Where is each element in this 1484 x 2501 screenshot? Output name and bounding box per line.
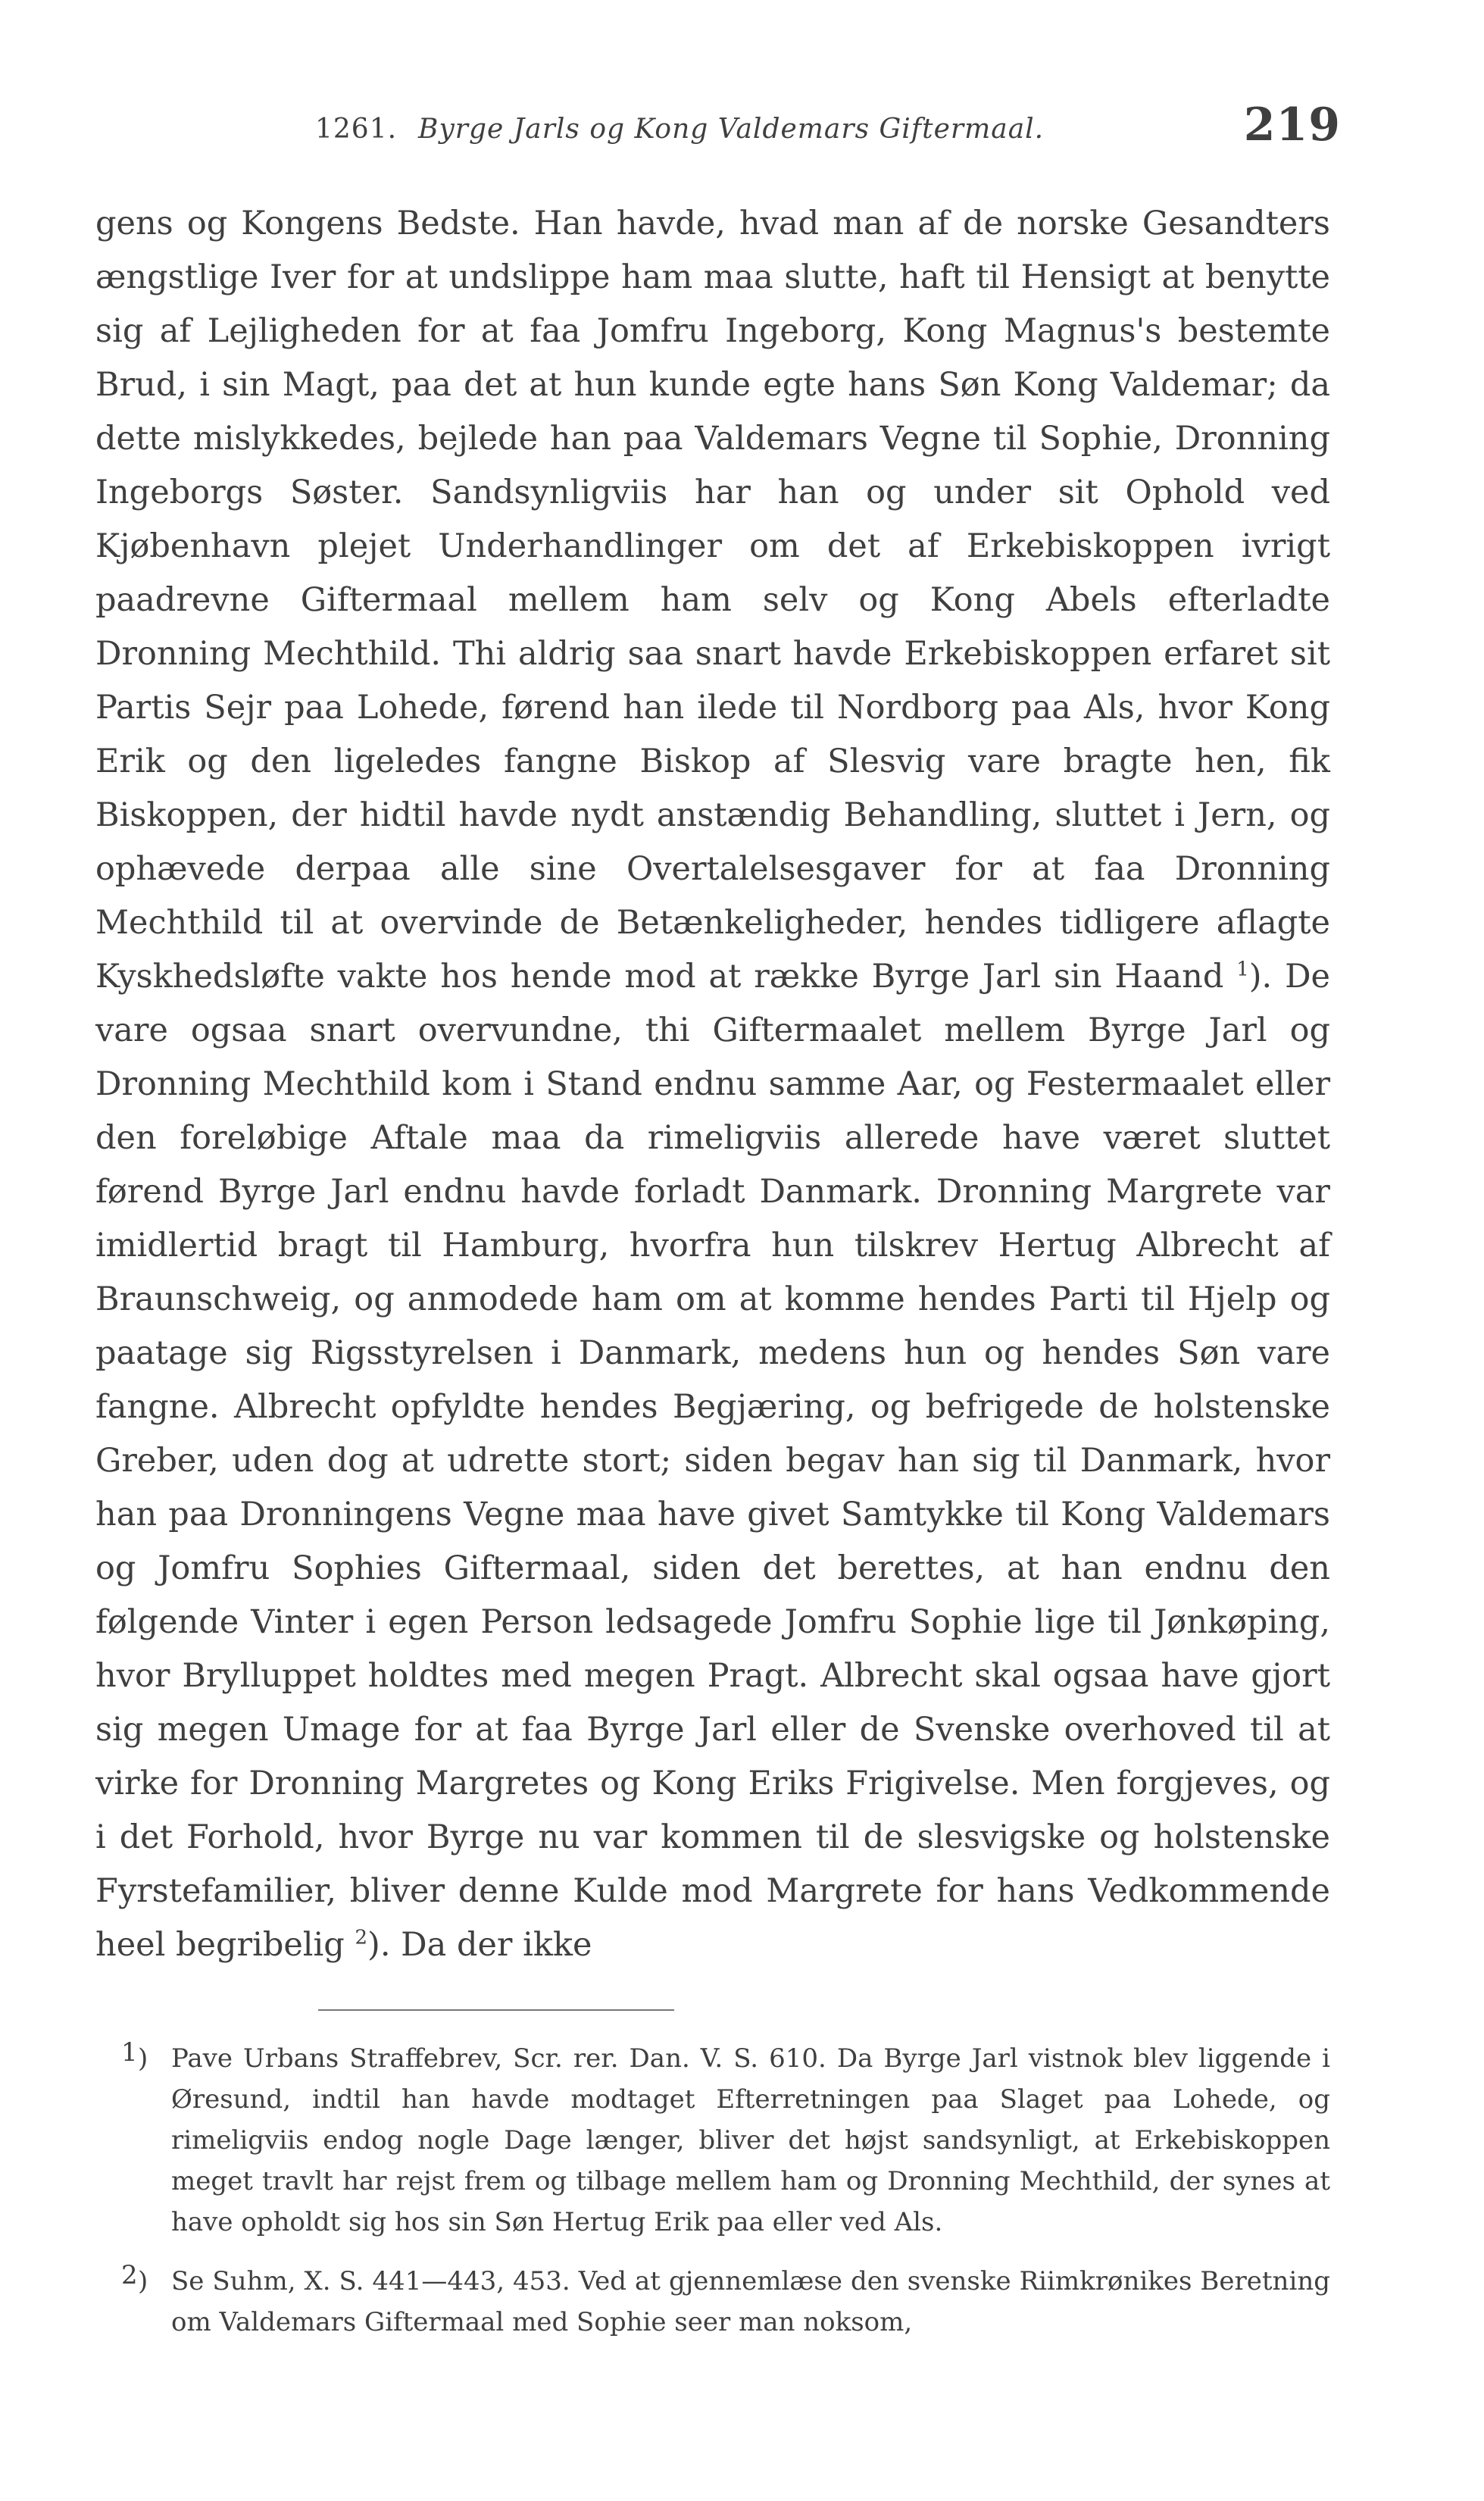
paragraph-text-continued: ). De vare ogsaa snart overvundne, thi Giftermaalet mellem Byrge Jarl og Dronning Mechthild kom i Stand endnu samme Aar, og Festermaalet eller den foreløbige Aftale maa da rimeligviis allerede have været sluttet førend Byrge Jarl endnu havde forladt Danmark. Dronning Margrete var imidlertid bragt til Hamburg, hvorfra hun tilskrev Hertug Albrecht af Braunschweig, og anmodede ham om at komme hendes Parti til Hjelp og paatage sig Rigsstyrelsen i Danmark, medens hun og hendes Søn vare fangne. Albrecht opfyldte hendes Begjæring, og befrigede de holstenske Greber, uden dog at udrette stort; siden begav han sig til Danmark, hvor han paa Dronningens Vegne maa have givet Samtykke til Kong Valdemars og Jomfru Sophies Giftermaal, siden det berettes, at han endnu den følgende Vinter i egen Person ledsagede Jomfru Sophie lige til Jønkøping, hvor Brylluppet holdtes med megen Pragt. Albrecht skal ogsaa have gjort sig megen Umage for at faa Byrge Jarl eller de Svenske overhoved til at virke for Dronning Margretes og Kong Eriks Frigivelse. Men forgjeves, og i det Forhold, hvor Byrge nu var kommen til de slesvigske og holstenske Fyrstefamilier, bliver denne Kulde mod Margrete for hans Vedkommende heel begribelig — [95, 958, 1330, 1964]
footnote-ref-2: 2 — [355, 1926, 368, 1949]
paragraph-text-end: ). Da der ikke — [367, 1926, 592, 1964]
page-number: 219 — [1243, 98, 1341, 152]
footnotes — [95, 2038, 1330, 2361]
paragraph-text: gens og Kongens Bedste. Han havde, hvad man af de norske Gesandters ængstlige Iver for at undslippe ham maa slutte, haft til Hensigt at benytte sig af Lejligheden for at faa Jomfru Ingeborg, Kong Magnus's bestemte Brud, i sin Magt, paa det at hun kunde egte hans Søn Kong Valdemar; da dette mislykkedes, bejlede han paa Valdemars Vegne til Sophie, Dronning Ingeborgs Søster. Sandsynligviis har han og under sit Ophold ved Kjøbenhavn plejet Underhandlinger om det af Erkebiskoppen ivrigt paadrevne Giftermaal mellem ham selv og Kong Abels efterladte Dronning Mechthild. Thi aldrig saa snart havde Erkebiskoppen erfaret sit Partis Sejr paa Lohede, førend han ilede til Nordborg paa Als, hvor Kong Erik og den ligeledes fangne Biskop af Slesvig vare bragte hen, fik Biskoppen, der hidtil havde nydt anstændig Behandling, sluttet i Jern, og ophævede derpaa alle sine Overtalelsesgaver for at faa Dronning Mechthild til at overvinde de Betænkeligheder, hendes tidligere aflagte Kyskhedsløfte vakte hos hende mod at række Byrge Jarl sin Haand — [95, 205, 1330, 996]
footnote-1-mark: 1 — [121, 2037, 138, 2068]
running-header — [91, 98, 1341, 159]
footnote-1-label: ) — [138, 2043, 148, 2074]
footnote-ref-1: 1 — [1236, 958, 1249, 981]
paragraph — [95, 197, 1330, 1972]
footnote-2-text: Se Suhm, X. S. 441—443, 453. Ved at gjennemlæse den svenske Riimkrønikes Beretning om Valdemars Giftermaal med Sophie seer man noksom, — [171, 2266, 1330, 2337]
main-text — [95, 197, 1330, 1972]
footnote-2-label: ) — [138, 2266, 148, 2296]
footnote-2-mark: 2 — [121, 2260, 138, 2290]
footnote-divider — [318, 2009, 674, 2011]
footnote-1 — [95, 2038, 1330, 2243]
footnote-1-text: Pave Urbans Straffebrev, Scr. rer. Dan. V. S. 610. Da Byrge Jarl vistnok blev liggende i Øresund, indtil han havde modtaget Efterretningen paa Slaget paa Lohede, og rimeligviis endog nogle Dage længer, bliver det højst sandsynligt, at Erkebiskoppen meget travlt har rejst frem og tilbage mellem ham og Dronning Mechthild, der synes at have opholdt sig hos sin Søn Hertug Erik paa eller ved Als. — [171, 2043, 1330, 2237]
footnote-2 — [95, 2261, 1330, 2343]
header-year: 1261. — [315, 114, 398, 145]
header-title: Byrge Jarls og Kong Valdemars Giftermaal. — [418, 114, 1045, 145]
